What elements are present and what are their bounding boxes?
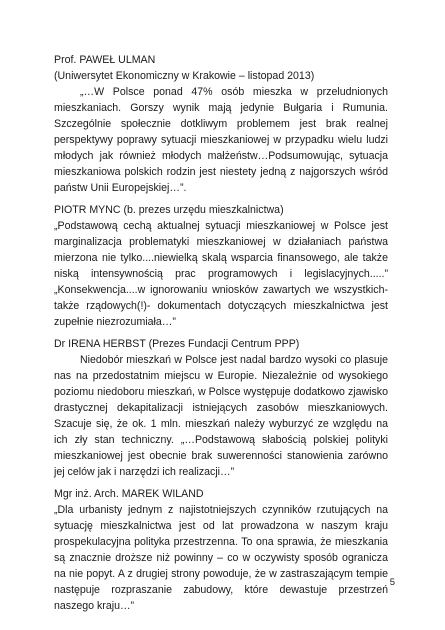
quote-section-herbst [54,336,388,480]
quote-section-ulman [54,52,388,196]
quote-paragraph: „…W Polsce ponad 47% osób mieszka w przeludnionych mieszkaniach. Gorszy wynik mają jedynie Bułgaria i Rumunia. Szczególnie społecznie dotkliwym problemem jest brak realnej perspektywy poprawy sytuacji mieszkaniowej w przypadku wielu ludzi młodych jak również młodych małżeństw…Podsumowując, sytuacja mieszkaniowa polskich rodzin jest niestety jedną z najgorszych wśród państw Unii Europejskiej…”. [54,86,388,194]
quote-section-wiland [54,486,388,614]
quote-paragraph: „Podstawową cechą aktualnej sytuacji mieszkaniowej w Polsce jest marginalizacja problematyki mieszkaniowej w działaniach państwa mierzona nie tylko....niewielką skalą wsparcia finansowego, ale także niską intensywnością prac programowych i legislacyjnych.....” „Konsekwencja....w ignorowaniu wniosków zawartych we wszystkich- także rządowych(!)- dokumentach dotyczących mieszkalnictwa jest zupełnie niezrozumiała…” [54,220,388,328]
author-name: Dr IRENA HERBST (Prezes Fundacji Centrum PPP) [54,338,300,350]
quote-paragraph: „Dla urbanisty jednym z najistotniejszych czynników rzutujących na sytuację mieszkalnictwa jest od lat prowadzona w naszym kraju prospekulacyjna polityka przestrzenna. To ona sprawia, że mieszkania są znacznie droższe niż powinny – co w oczywisty sposób ogranicza na nie popyt. A z drugiej strony powoduje, że w zastraszającym tempie następuje rozpraszanie zabudowy, które dewastuje przestrzeń naszego kraju…” [54,504,388,612]
quote-section-mync [54,202,388,330]
page-number: 5 [389,577,395,588]
author-name: PIOTR MYNC (b. prezes urzędu mieszkalnictwa) [54,204,284,216]
author-name: Prof. PAWEŁ ULMAN [54,54,156,66]
quote-paragraph: Niedobór mieszkań w Polsce jest nadal bardzo wysoki co plasuje nas na przedostatnim miejscu w Europie. Niezależnie od wysokiego poziomu niedoboru mieszkań, w Polsce występuje dodatkowo zjawisko drastycznej dekapitalizacji istniejących zasobów mieszkaniowych. Szacuje się, że ok. 1 mln. mieszkań należy wyburzyć ze względu na ich zły stan techniczny. „…Podstawową słabością polskiej polityki mieszkaniowej jest obecnie brak suwerenności stanowienia zarówno jej celów jak i narzędzi ich realizacji…” [54,354,388,478]
author-affiliation: (Uniwersytet Ekonomiczny w Krakowie – listopad 2013) [54,70,315,82]
document-body [54,52,388,620]
author-name: Mgr inż. Arch. MAREK WILAND [54,488,204,500]
